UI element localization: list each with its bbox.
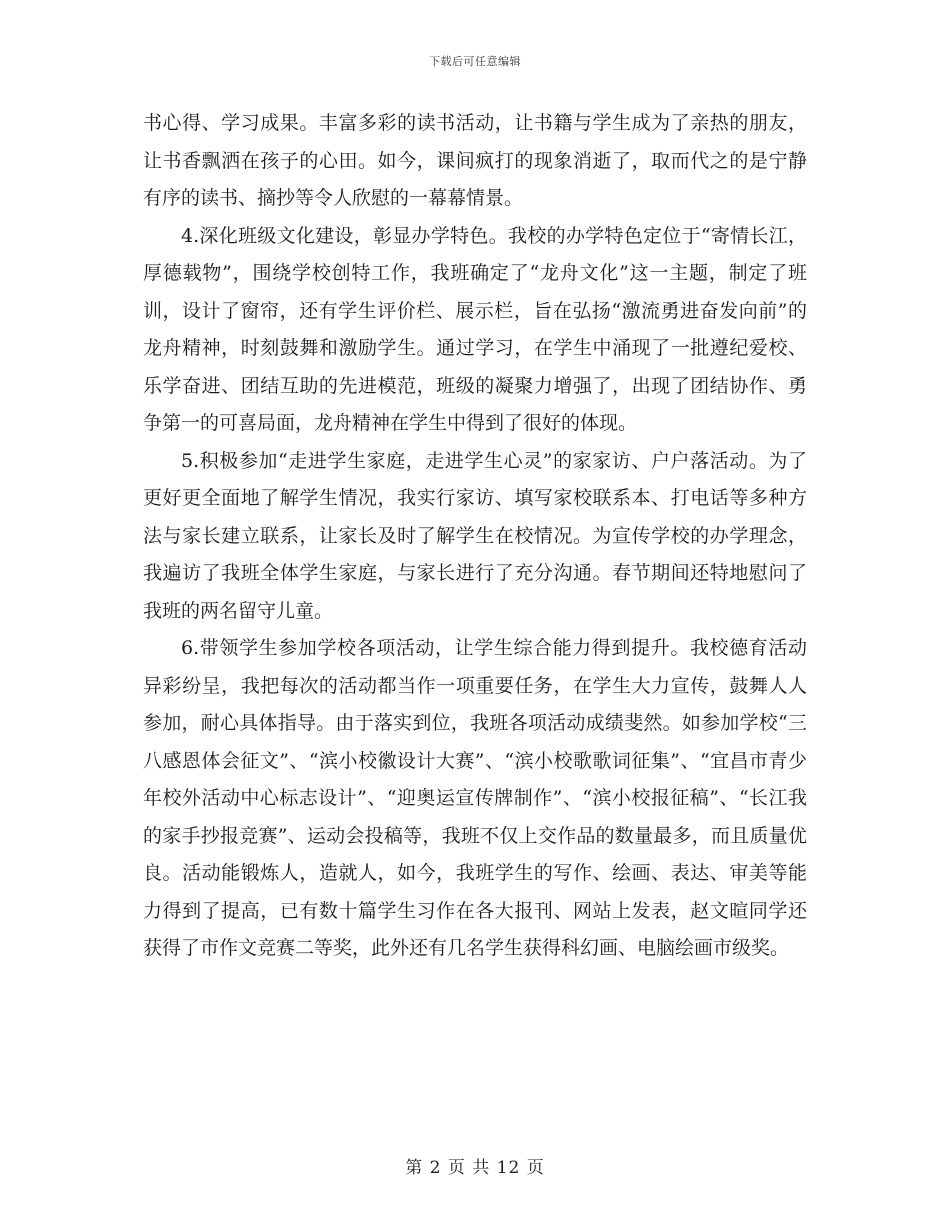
paragraph-item-5: 5.积极参加“走进学生家庭，走进学生心灵”的家家访、户户落活动。为了更好更全面地了解学生情况，我实行家访、填写家校联系本、打电话等多种方法与家长建立联系，让家长及时了解学生在校情况。为宣传学校的办学理念，我遍访了我班全体学生家庭，与家长进行了充分沟通。春节期间还特地慰问了我班的两名留守儿童。 xyxy=(143,449,807,622)
paragraph-continuation: 书心得、学习成果。丰富多彩的读书活动，让书籍与学生成为了亲热的朋友，让书香飘洒在孩子的心田。如今，课间疯打的现象消逝了，取而代之的是宁静有序的读书、摘抄等令人欣慰的一幕幕情景。 xyxy=(143,112,807,209)
paragraph-item-6: 6.带领学生参加学校各项活动，让学生综合能力得到提升。我校德育活动异彩纷呈，我把每次的活动都当作一项重要任务，在学生大力宣传，鼓舞人人参加，耐心具体指导。由于落实到位，我班各项活动成绩斐然。如参加学校“三八感恩体会征文”、“滨小校徽设计大赛”、“滨小校歌歌词征集”、“宜昌市青少年校外活动中心标志设计”、“迎奥运宣传牌制作”、“滨小校报征稿”、“长江我的家手抄报竞赛”、运动会投稿等，我班不仅上交作品的数量最多，而且质量优良。活动能锻炼人，造就人，如今，我班学生的写作、绘画、表达、审美等能力得到了提高，已有数十篇学生习作在各大报刊、网站上发表，赵文暄同学还获得了市作文竞赛二等奖，此外还有几名学生获得科幻画、电脑绘画市级奖。 xyxy=(143,637,807,959)
document-body xyxy=(143,105,807,968)
paragraph-item-4: 4.深化班级文化建设，彰显办学特色。我校的办学特色定位于“寄情长江，厚德载物”，围绕学校创特工作，我班确定了“龙舟文化”这一主题，制定了班训，设计了窗帘，还有学生评价栏、展示栏，旨在弘扬“激流勇进奋发向前”的龙舟精神，时刻鼓舞和激励学生。通过学习，在学生中涌现了一批遵纪爱校、乐学奋进、团结互助的先进模范，班级的凝聚力增强了，出现了团结协作、勇争第一的可喜局面，龙舟精神在学生中得到了很好的体现。 xyxy=(143,224,807,434)
page-header: 下载后可任意编辑 xyxy=(429,55,521,68)
page-number-footer: 第 2 页 共 12 页 xyxy=(405,1158,545,1178)
